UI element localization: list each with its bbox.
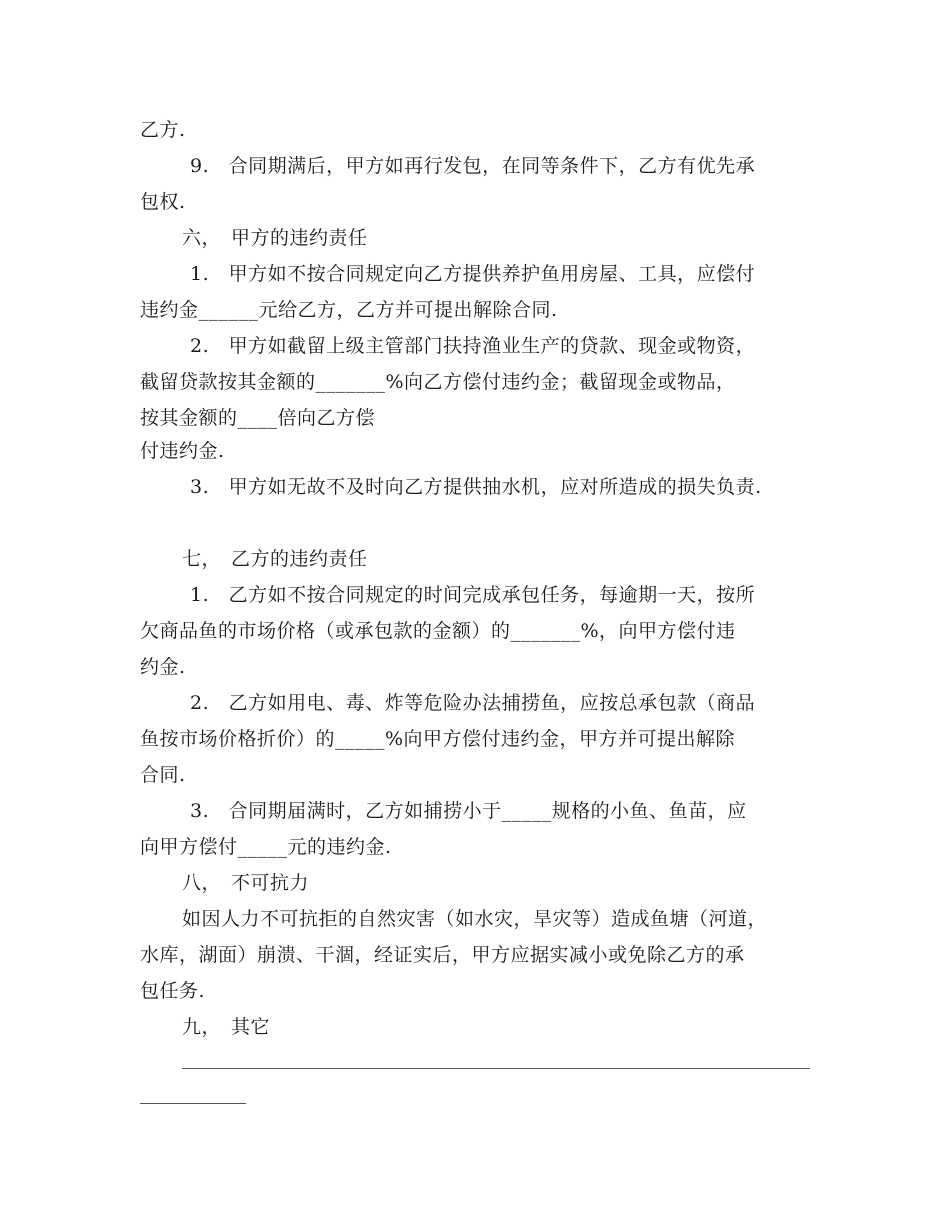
text-line: 包任务. [140, 980, 206, 1002]
text-line: 欠商品鱼的市场价格（或承包款的金额）的_______%，向甲方偿付违 [140, 620, 736, 642]
fill-in-blank-line [140, 1103, 246, 1104]
text-line: 按其金额的____倍向乙方偿 [140, 407, 376, 429]
section-heading-9: 九， 其它 [182, 1016, 271, 1038]
text-line: 向甲方偿付_____元的违约金. [140, 836, 392, 858]
section-heading-7: 七， 乙方的违约责任 [182, 548, 368, 570]
clause-line: 3. 甲方如无故不及时向乙方提供抽水机，应对所造成的损失负责. [190, 476, 762, 498]
text-line: 水库，湖面）崩溃、干涸，经证实后，甲方应据实减小或免除乙方的承 [140, 944, 745, 966]
text-line: 鱼按市场价格折价）的_____%向甲方偿付违约金，甲方并可提出解除 [140, 728, 736, 750]
text-line: 违约金______元给乙方，乙方并可提出解除合同. [140, 299, 558, 321]
text-line: 约金. [140, 656, 186, 678]
clause-line: 2. 乙方如用电、毒、炸等危险办法捕捞鱼，应按总承包款（商品 [190, 692, 756, 714]
text-line: 付违约金. [140, 440, 225, 462]
text-line: 合同. [140, 764, 186, 786]
text-line: 截留贷款按其金额的_______%向乙方偿付违约金；截留现金或物品， [140, 371, 736, 393]
clause-line: 3. 合同期届满时，乙方如捕捞小于_____规格的小鱼、鱼苗，应 [190, 800, 747, 822]
paragraph-line: 如因人力不可抗拒的自然灾害（如水灾，旱灾等）造成鱼塘（河道， [182, 908, 768, 930]
text-line: 乙方. [140, 119, 186, 141]
text-line: 包权. [140, 191, 186, 213]
section-heading-8: 八， 不可抗力 [182, 872, 310, 894]
clause-line: 2. 甲方如截留上级主管部门扶持渔业生产的贷款、现金或物资， [190, 335, 756, 357]
clause-9-line: 9. 合同期满后，甲方如再行发包，在同等条件下，乙方有优先承 [190, 155, 756, 177]
clause-line: 1. 甲方如不按合同规定向乙方提供养护鱼用房屋、工具，应偿付 [190, 263, 756, 285]
clause-line: 1. 乙方如不按合同规定的时间完成承包任务，每逾期一天，按所 [190, 584, 756, 606]
fill-in-blank-line [182, 1068, 810, 1069]
section-heading-6: 六， 甲方的违约责任 [182, 227, 368, 249]
